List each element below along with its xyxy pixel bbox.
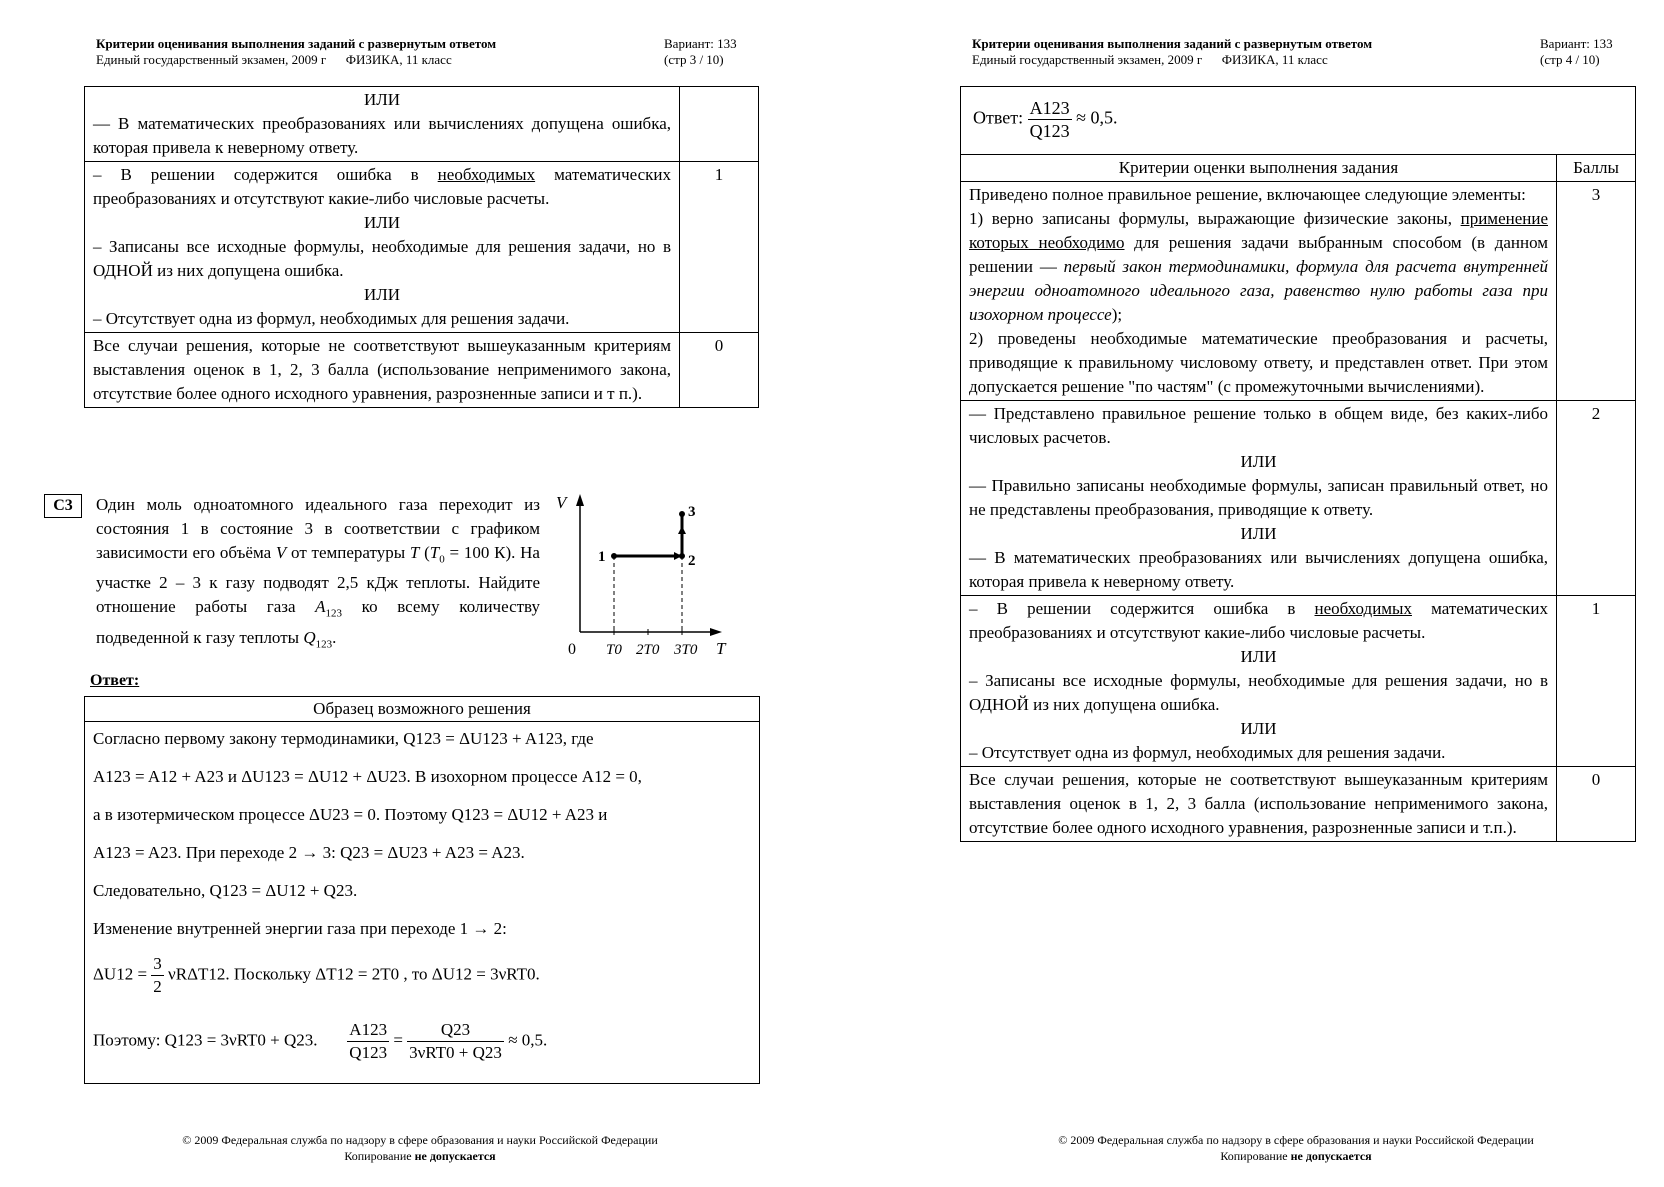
criterion-text: – Записаны все исходные формулы, необходимые для решения задачи, но в ОДНОЙ из них допущена ошибка. bbox=[969, 671, 1548, 714]
variant-number: Вариант: 133 bbox=[1540, 36, 1613, 51]
solution-line: A123 = A23. При переходе 2 → 3: Q23 = ΔU23 + A23 = A23. bbox=[93, 843, 525, 862]
header-subtitle: Единый государственный экзамен, 2009 г ФИЗИКА, 11 класс bbox=[972, 52, 1328, 67]
variant-number: Вариант: 133 bbox=[664, 36, 737, 51]
criterion-text: – Отсутствует одна из формул, необходимых для решения задачи. bbox=[969, 743, 1446, 762]
solution-line: Изменение внутренней энергии газа при переходе 1 → 2: bbox=[93, 919, 507, 938]
table-row bbox=[961, 182, 1636, 401]
or-label: ИЛИ bbox=[1240, 719, 1277, 738]
point-2 bbox=[679, 553, 685, 559]
or-label: ИЛИ bbox=[363, 90, 401, 109]
page-header bbox=[972, 36, 1372, 68]
criterion-text: — Представлено правильное решение только в общем виде, без каких-либо числовых расчетов. bbox=[969, 404, 1548, 447]
criterion-text: – Отсутствует одна из формул, необходимых для решения задачи. bbox=[93, 309, 570, 328]
table-row bbox=[961, 767, 1636, 842]
table-row bbox=[85, 162, 759, 333]
criterion-text: – В решении содержится ошибка в необходимых математических преобразованиях и отсутствуют какие-либо числовые расчеты. bbox=[93, 165, 671, 208]
y-arrow bbox=[576, 494, 584, 506]
column-header: Критерии оценки выполнения задания bbox=[961, 155, 1557, 182]
solution-line: а в изотермическом процессе ΔU23 = 0. Поэтому Q123 = ΔU12 + A23 и bbox=[93, 805, 608, 824]
right-page bbox=[832, 0, 1664, 1187]
criteria-table bbox=[84, 86, 759, 408]
page-footer: © 2009 Федеральная служба по надзору в сфере образования и науки Российской Федерации Копирование не допускается bbox=[1058, 1133, 1534, 1163]
point-2-label: 2 bbox=[688, 553, 696, 569]
table-row bbox=[961, 596, 1636, 767]
arrow bbox=[678, 526, 686, 534]
header-title: Критерии оценивания выполнения заданий с развернутым ответом bbox=[972, 36, 1373, 51]
point-3-label: 3 bbox=[688, 504, 696, 520]
vt-graph bbox=[550, 492, 730, 662]
answer-label: Ответ: bbox=[973, 107, 1024, 128]
tick-label: 3T0 bbox=[674, 642, 698, 658]
score-cell: 0 bbox=[1557, 767, 1636, 842]
solution-formula: Поэтому: Q123 = 3νRT0 + Q23. $\frac{A123}{Q123}$ = $\frac{Q23}{\text{3νRT0 + Q23}}$ ≈ 0,5. bbox=[93, 1020, 548, 1062]
header-subtitle: Единый государственный экзамен, 2009 г ФИЗИКА, 11 класс bbox=[96, 52, 452, 67]
score-cell bbox=[680, 87, 759, 162]
criteria-table bbox=[960, 154, 1636, 842]
score-cell: 3 bbox=[1557, 182, 1636, 401]
criterion-text: — В математических преобразованиях или вычислениях допущена ошибка, которая привела к неверному ответу. bbox=[93, 114, 671, 157]
or-label: ИЛИ bbox=[1240, 524, 1277, 543]
criterion-text: Приведено полное правильное решение, включающее следующие элементы: bbox=[969, 185, 1526, 204]
tick-label: T0 bbox=[606, 642, 622, 658]
or-label: ИЛИ bbox=[1240, 647, 1277, 666]
point-1 bbox=[611, 553, 617, 559]
or-label: ИЛИ bbox=[363, 213, 401, 232]
criterion-text: – Записаны все исходные формулы, необходимые для решения задачи, но в ОДНОЙ из них допущена ошибка. bbox=[93, 237, 671, 280]
column-header: Баллы bbox=[1557, 155, 1636, 182]
solution-formula: ΔU12 = $\frac{3}{2}$ νRΔT12. Поскольку ΔT12 = 2T0 , то ΔU12 = 3νRT0. bbox=[93, 954, 540, 996]
criterion-text: — В математических преобразованиях или вычислениях допущена ошибка, которая привела к неверному ответу. bbox=[969, 548, 1548, 591]
solution-line: A123 = A12 + A23 и ΔU123 = ΔU12 + ΔU23. В изохорном процессе A12 = 0, bbox=[93, 767, 642, 786]
criterion-text: 1) верно записаны формулы, выражающие физические законы, применение которых необходимо для решения задачи выбранным способом (в данном решении — первый закон термодинамики, формула для расчета внутренней энергии одноатомного идеального газа, равенство нулю работы газа при изохорном процессе); bbox=[969, 209, 1549, 324]
table-row bbox=[85, 333, 759, 408]
answer-box: Ответ: $\frac{A123}{Q123}$ ≈ 0,5. bbox=[960, 86, 1636, 155]
page-number: (стр 3 / 10) bbox=[664, 52, 724, 67]
or-label: ИЛИ bbox=[363, 285, 401, 304]
y-axis-label: V bbox=[556, 493, 567, 512]
x-arrow bbox=[710, 628, 722, 636]
header-variant bbox=[1540, 36, 1613, 68]
task-text: Один моль одноатомного идеального газа переходит из состояния 1 в состояние 3 в соответствии с графиком зависимости его объёма V от температуры T ($T_0 = 100$ К). На участке 2 – 3 к газу подводят 2,5 кДж теплоты. Найдите отношение работы газа $A_{123}$ ко всему количеству подведенной к газу теплоты $Q_{123}$. bbox=[96, 495, 540, 651]
solution-heading: Образец возможного решения bbox=[85, 697, 759, 722]
header-variant bbox=[664, 36, 737, 68]
criterion-text: – В решении содержится ошибка в необходимых математических преобразованиях и отсутствуют какие-либо числовые расчеты. bbox=[969, 599, 1549, 642]
origin-label: 0 bbox=[568, 641, 576, 658]
criterion-text: Все случаи решения, которые не соответствуют вышеуказанным критериям выставления оценок в 1, 2, 3 балла (использование неприменимого закона, отсутствие более одного исходного уравнения, разрозненные записи и т.п.). bbox=[961, 767, 1557, 842]
table-row bbox=[85, 87, 759, 162]
answer-label: Ответ: bbox=[90, 672, 140, 689]
tick-label: 2T0 bbox=[636, 642, 660, 658]
solution-line: Согласно первому закону термодинамики, Q123 = ΔU123 + A123, где bbox=[93, 729, 594, 748]
criterion-text: — Правильно записаны необходимые формулы, записан правильный ответ, но не представлены преобразования, приводящие к ответу. bbox=[969, 476, 1548, 519]
criterion-text: 2) проведены необходимые математические преобразования и расчеты, приводящие к правильному числовому ответу, и представлен ответ. При этом допускается решение "по частям" (с промежуточными вычислениями). bbox=[969, 329, 1548, 396]
task-label: С3 bbox=[44, 494, 82, 518]
score-cell: 0 bbox=[680, 333, 759, 408]
x-axis-label: T bbox=[716, 639, 726, 658]
solution-box bbox=[84, 696, 760, 1084]
solution-line: Следовательно, Q123 = ΔU12 + Q23. bbox=[93, 881, 358, 900]
score-cell: 1 bbox=[680, 162, 759, 333]
page-footer: © 2009 Федеральная служба по надзору в сфере образования и науки Российской Федерации Копирование не допускается bbox=[182, 1133, 658, 1163]
point-1-label: 1 bbox=[598, 549, 606, 565]
point-3 bbox=[679, 511, 685, 517]
criterion-text: Все случаи решения, которые не соответствуют вышеуказанным критериям выставления оценок в 1, 2, 3 балла (использование неприменимого закона, отсутствие более одного исходного уравнения, разрозненные записи и т п.). bbox=[85, 333, 680, 408]
page-header bbox=[96, 36, 496, 68]
answer-value: ≈ 0,5. bbox=[1076, 107, 1118, 128]
page-number: (стр 4 / 10) bbox=[1540, 52, 1600, 67]
header-title: Критерии оценивания выполнения заданий с развернутым ответом bbox=[96, 36, 497, 51]
score-cell: 2 bbox=[1557, 401, 1636, 596]
table-row bbox=[961, 401, 1636, 596]
table-header-row bbox=[961, 155, 1636, 182]
score-cell: 1 bbox=[1557, 596, 1636, 767]
or-label: ИЛИ bbox=[1240, 452, 1277, 471]
